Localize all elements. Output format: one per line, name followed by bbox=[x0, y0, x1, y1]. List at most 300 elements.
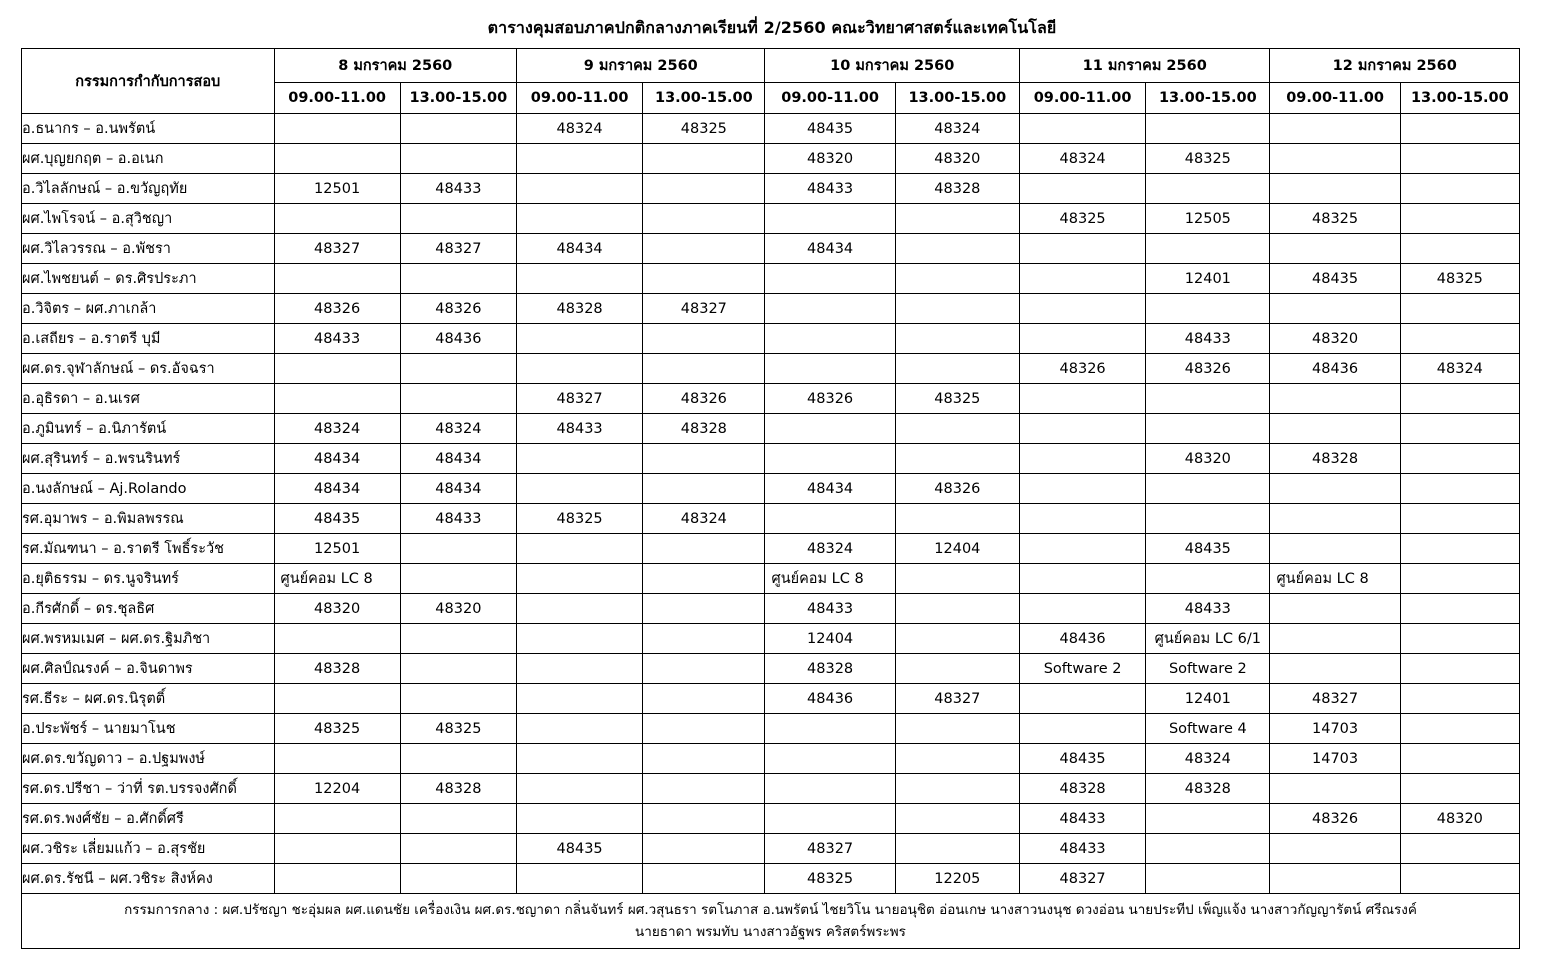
room-cell: 48324 bbox=[1400, 354, 1519, 384]
room-cell bbox=[895, 714, 1019, 744]
room-cell bbox=[1400, 744, 1519, 774]
time-header-morning: 09.00-11.00 bbox=[516, 83, 642, 114]
room-cell bbox=[1146, 234, 1270, 264]
room-cell: 48433 bbox=[1146, 594, 1270, 624]
room-cell bbox=[516, 444, 642, 474]
room-cell bbox=[274, 864, 400, 894]
room-cell: 48328 bbox=[643, 414, 765, 444]
room-cell: 12501 bbox=[274, 534, 400, 564]
room-cell bbox=[516, 534, 642, 564]
room-cell bbox=[765, 444, 895, 474]
room-cell bbox=[400, 804, 516, 834]
room-cell bbox=[1270, 174, 1400, 204]
committee-names: ผศ.วชิระ เลี่ยมแก้ว – อ.สุรชัย bbox=[22, 834, 275, 864]
room-cell bbox=[1400, 714, 1519, 744]
room-cell bbox=[1270, 834, 1400, 864]
room-cell bbox=[895, 594, 1019, 624]
room-cell bbox=[895, 264, 1019, 294]
room-cell bbox=[400, 534, 516, 564]
room-cell: 48325 bbox=[895, 384, 1019, 414]
committee-names: ผศ.ดร.รัชนี – ผศ.วชิระ สิงห์คง bbox=[22, 864, 275, 894]
room-cell: 48433 bbox=[400, 504, 516, 534]
room-cell: 48436 bbox=[1270, 354, 1400, 384]
time-header-morning: 09.00-11.00 bbox=[1270, 83, 1400, 114]
room-cell: 48433 bbox=[1146, 324, 1270, 354]
room-cell bbox=[643, 444, 765, 474]
room-cell: 48326 bbox=[895, 474, 1019, 504]
room-cell bbox=[643, 774, 765, 804]
time-header-afternoon: 13.00-15.00 bbox=[1400, 83, 1519, 114]
room-cell bbox=[643, 834, 765, 864]
room-cell bbox=[1400, 834, 1519, 864]
room-cell bbox=[516, 804, 642, 834]
room-cell bbox=[1019, 474, 1145, 504]
room-cell bbox=[895, 444, 1019, 474]
room-cell bbox=[1400, 624, 1519, 654]
committee-names: รศ.ธีระ – ผศ.ดร.นิรุตติ์ bbox=[22, 684, 275, 714]
room-cell: 48328 bbox=[895, 174, 1019, 204]
committee-names: ผศ.บุญยกฤต – อ.อเนก bbox=[22, 144, 275, 174]
room-cell: 48324 bbox=[895, 114, 1019, 144]
table-row bbox=[22, 564, 1520, 594]
room-cell bbox=[895, 324, 1019, 354]
room-cell: 48327 bbox=[400, 234, 516, 264]
room-cell bbox=[1400, 444, 1519, 474]
time-header-afternoon: 13.00-15.00 bbox=[895, 83, 1019, 114]
room-cell bbox=[516, 264, 642, 294]
room-cell: 48327 bbox=[895, 684, 1019, 714]
time-header-afternoon: 13.00-15.00 bbox=[400, 83, 516, 114]
room-cell: 48327 bbox=[1019, 864, 1145, 894]
room-cell bbox=[1270, 114, 1400, 144]
table-row bbox=[22, 174, 1520, 204]
room-cell: 48434 bbox=[765, 474, 895, 504]
room-cell: 12401 bbox=[1146, 264, 1270, 294]
date-header: 11 มกราคม 2560 bbox=[1019, 49, 1269, 83]
room-cell bbox=[516, 864, 642, 894]
time-header-afternoon: 13.00-15.00 bbox=[1146, 83, 1270, 114]
committee-names: อ.วิไลลักษณ์ – อ.ขวัญฤทัย bbox=[22, 174, 275, 204]
room-cell bbox=[1146, 474, 1270, 504]
room-cell bbox=[1400, 204, 1519, 234]
room-cell: 48433 bbox=[274, 324, 400, 354]
room-cell: 48328 bbox=[1019, 774, 1145, 804]
room-cell bbox=[516, 474, 642, 504]
room-cell: 48325 bbox=[400, 714, 516, 744]
room-cell: 12505 bbox=[1146, 204, 1270, 234]
table-row bbox=[22, 264, 1520, 294]
room-cell bbox=[1019, 294, 1145, 324]
room-cell bbox=[895, 414, 1019, 444]
committee-names: รศ.มัณฑนา – อ.ราตรี โพธิ์ระวัช bbox=[22, 534, 275, 564]
room-cell bbox=[1146, 504, 1270, 534]
date-header: 10 มกราคม 2560 bbox=[765, 49, 1019, 83]
room-cell: 48320 bbox=[274, 594, 400, 624]
room-cell bbox=[1270, 774, 1400, 804]
room-cell: 48325 bbox=[1146, 144, 1270, 174]
room-cell bbox=[895, 294, 1019, 324]
room-cell bbox=[1270, 384, 1400, 414]
time-header-morning: 09.00-11.00 bbox=[1019, 83, 1145, 114]
room-cell: Software 2 bbox=[1019, 654, 1145, 684]
room-cell: 48434 bbox=[765, 234, 895, 264]
room-cell bbox=[274, 354, 400, 384]
room-cell bbox=[400, 654, 516, 684]
room-cell bbox=[1270, 294, 1400, 324]
room-cell: 48327 bbox=[765, 834, 895, 864]
room-cell bbox=[895, 354, 1019, 384]
committee-names: อ.กีรศักดิ์ – ดร.ชุลธิศ bbox=[22, 594, 275, 624]
committee-names: อ.ธนากร – อ.นพรัตน์ bbox=[22, 114, 275, 144]
date-header: 12 มกราคม 2560 bbox=[1270, 49, 1520, 83]
header-row-dates bbox=[22, 49, 1520, 83]
table-row bbox=[22, 234, 1520, 264]
schedule-body bbox=[22, 114, 1520, 894]
table-row bbox=[22, 384, 1520, 414]
room-cell bbox=[1019, 594, 1145, 624]
room-cell bbox=[1400, 864, 1519, 894]
room-cell bbox=[1400, 294, 1519, 324]
room-cell: 48320 bbox=[1270, 324, 1400, 354]
room-cell bbox=[1400, 504, 1519, 534]
room-cell bbox=[1146, 834, 1270, 864]
table-row bbox=[22, 474, 1520, 504]
room-cell bbox=[1400, 324, 1519, 354]
room-cell: ศูนย์คอม LC 8 bbox=[765, 564, 895, 594]
committee-header: กรรมการกำกับการสอบ bbox=[22, 49, 275, 114]
room-cell bbox=[643, 564, 765, 594]
committee-names: อ.ยุติธรรม – ดร.นูจรินทร์ bbox=[22, 564, 275, 594]
room-cell bbox=[400, 834, 516, 864]
room-cell bbox=[400, 204, 516, 234]
room-cell bbox=[1146, 294, 1270, 324]
room-cell: 48434 bbox=[516, 234, 642, 264]
room-cell bbox=[400, 744, 516, 774]
table-row bbox=[22, 684, 1520, 714]
room-cell bbox=[274, 744, 400, 774]
room-cell: 12204 bbox=[274, 774, 400, 804]
room-cell bbox=[643, 324, 765, 354]
committee-names: ผศ.ดร.จุฬาลักษณ์ – ดร.อัจฉรา bbox=[22, 354, 275, 384]
room-cell bbox=[643, 354, 765, 384]
room-cell bbox=[516, 624, 642, 654]
room-cell: 48326 bbox=[765, 384, 895, 414]
table-row bbox=[22, 504, 1520, 534]
room-cell bbox=[1146, 174, 1270, 204]
committee-names: ผศ.พรหมเมศ – ผศ.ดร.ฐิมภิชา bbox=[22, 624, 275, 654]
table-row bbox=[22, 714, 1520, 744]
room-cell bbox=[643, 534, 765, 564]
room-cell: ศูนย์คอม LC 6/1 bbox=[1146, 624, 1270, 654]
room-cell bbox=[1270, 414, 1400, 444]
committee-names: อ.เสถียร – อ.ราตรี บุมี bbox=[22, 324, 275, 354]
room-cell bbox=[1019, 384, 1145, 414]
room-cell: 48320 bbox=[895, 144, 1019, 174]
room-cell bbox=[1400, 684, 1519, 714]
room-cell bbox=[895, 804, 1019, 834]
room-cell bbox=[1270, 144, 1400, 174]
room-cell: 48328 bbox=[274, 654, 400, 684]
room-cell bbox=[1270, 534, 1400, 564]
page-title: ตารางคุมสอบภาคปกติกลางภาคเรียนที่ 2/2560 คณะวิทยาศาสตร์และเทคโนโลยี bbox=[487, 18, 1057, 37]
room-cell bbox=[400, 864, 516, 894]
time-header-morning: 09.00-11.00 bbox=[765, 83, 895, 114]
room-cell: Software 2 bbox=[1146, 654, 1270, 684]
room-cell bbox=[895, 624, 1019, 654]
room-cell bbox=[765, 264, 895, 294]
room-cell bbox=[1019, 414, 1145, 444]
room-cell bbox=[1270, 474, 1400, 504]
room-cell: 48327 bbox=[1270, 684, 1400, 714]
room-cell bbox=[643, 654, 765, 684]
room-cell bbox=[516, 204, 642, 234]
room-cell bbox=[1019, 564, 1145, 594]
room-cell: 48320 bbox=[400, 594, 516, 624]
table-row bbox=[22, 144, 1520, 174]
room-cell: 48435 bbox=[274, 504, 400, 534]
central-committee-line-2: นายธาดา พรมทับ นางสาวอัฐพร คริสตร์พระพร bbox=[635, 924, 906, 940]
room-cell bbox=[1146, 864, 1270, 894]
room-cell bbox=[765, 414, 895, 444]
room-cell bbox=[1146, 804, 1270, 834]
room-cell bbox=[400, 624, 516, 654]
room-cell: 48434 bbox=[274, 474, 400, 504]
room-cell bbox=[1146, 114, 1270, 144]
room-cell bbox=[274, 624, 400, 654]
room-cell: 48320 bbox=[1146, 444, 1270, 474]
room-cell bbox=[895, 834, 1019, 864]
room-cell bbox=[765, 744, 895, 774]
room-cell: 14703 bbox=[1270, 744, 1400, 774]
room-cell: 48328 bbox=[516, 294, 642, 324]
room-cell: 48326 bbox=[1146, 354, 1270, 384]
date-header: 9 มกราคม 2560 bbox=[516, 49, 765, 83]
room-cell bbox=[1270, 594, 1400, 624]
room-cell bbox=[516, 714, 642, 744]
committee-names: อ.ภูมินทร์ – อ.นิภารัตน์ bbox=[22, 414, 275, 444]
room-cell bbox=[274, 114, 400, 144]
room-cell: 48433 bbox=[400, 174, 516, 204]
room-cell bbox=[1400, 174, 1519, 204]
room-cell bbox=[400, 684, 516, 714]
room-cell bbox=[1019, 264, 1145, 294]
room-cell bbox=[765, 204, 895, 234]
room-cell: 48433 bbox=[765, 174, 895, 204]
room-cell bbox=[1400, 654, 1519, 684]
room-cell: 48436 bbox=[400, 324, 516, 354]
room-cell: 14703 bbox=[1270, 714, 1400, 744]
room-cell: 48325 bbox=[1400, 264, 1519, 294]
room-cell bbox=[516, 594, 642, 624]
room-cell bbox=[274, 834, 400, 864]
table-row bbox=[22, 354, 1520, 384]
committee-names: อ.ประพัชร์ – นายมาโนช bbox=[22, 714, 275, 744]
table-row bbox=[22, 624, 1520, 654]
room-cell: 48325 bbox=[1270, 204, 1400, 234]
room-cell: 48327 bbox=[274, 234, 400, 264]
room-cell bbox=[1270, 234, 1400, 264]
room-cell: 48320 bbox=[765, 144, 895, 174]
committee-names: รศ.ดร.พงศ์ชัย – อ.ศักดิ์ศรี bbox=[22, 804, 275, 834]
room-cell bbox=[1400, 144, 1519, 174]
room-cell bbox=[516, 654, 642, 684]
room-cell bbox=[400, 114, 516, 144]
room-cell: 48325 bbox=[643, 114, 765, 144]
room-cell bbox=[643, 864, 765, 894]
room-cell bbox=[765, 774, 895, 804]
room-cell bbox=[1019, 504, 1145, 534]
room-cell bbox=[274, 144, 400, 174]
room-cell: ศูนย์คอม LC 8 bbox=[1270, 564, 1400, 594]
room-cell: 48436 bbox=[765, 684, 895, 714]
table-row bbox=[22, 444, 1520, 474]
committee-names: ผศ.ดร.ขวัญดาว – อ.ปฐมพงษ์ bbox=[22, 744, 275, 774]
room-cell: 48324 bbox=[1146, 744, 1270, 774]
room-cell bbox=[1019, 714, 1145, 744]
room-cell: 48326 bbox=[400, 294, 516, 324]
table-row bbox=[22, 804, 1520, 834]
room-cell bbox=[1146, 414, 1270, 444]
room-cell bbox=[1400, 564, 1519, 594]
room-cell: 48435 bbox=[516, 834, 642, 864]
room-cell bbox=[895, 744, 1019, 774]
room-cell bbox=[1019, 234, 1145, 264]
room-cell: 48324 bbox=[643, 504, 765, 534]
room-cell bbox=[765, 294, 895, 324]
room-cell: 48328 bbox=[1270, 444, 1400, 474]
time-header-afternoon: 13.00-15.00 bbox=[643, 83, 765, 114]
room-cell bbox=[1400, 384, 1519, 414]
room-cell bbox=[274, 804, 400, 834]
table-row bbox=[22, 744, 1520, 774]
room-cell: 48326 bbox=[643, 384, 765, 414]
room-cell: 48326 bbox=[274, 294, 400, 324]
room-cell bbox=[1019, 684, 1145, 714]
room-cell bbox=[1270, 624, 1400, 654]
room-cell: 48327 bbox=[643, 294, 765, 324]
table-row bbox=[22, 654, 1520, 684]
room-cell bbox=[1270, 654, 1400, 684]
room-cell bbox=[765, 804, 895, 834]
room-cell: 48325 bbox=[516, 504, 642, 534]
room-cell: 48433 bbox=[516, 414, 642, 444]
room-cell: 48325 bbox=[274, 714, 400, 744]
room-cell bbox=[1400, 234, 1519, 264]
room-cell bbox=[643, 474, 765, 504]
room-cell bbox=[400, 264, 516, 294]
room-cell bbox=[643, 264, 765, 294]
room-cell bbox=[643, 744, 765, 774]
room-cell: 48326 bbox=[1019, 354, 1145, 384]
committee-names: อ.นงลักษณ์ – Aj.Rolando bbox=[22, 474, 275, 504]
table-row bbox=[22, 594, 1520, 624]
room-cell bbox=[516, 144, 642, 174]
room-cell bbox=[895, 234, 1019, 264]
table-row bbox=[22, 294, 1520, 324]
room-cell bbox=[643, 204, 765, 234]
room-cell bbox=[895, 504, 1019, 534]
room-cell: 48320 bbox=[1400, 804, 1519, 834]
footer-row bbox=[22, 894, 1520, 949]
room-cell bbox=[1270, 504, 1400, 534]
room-cell bbox=[400, 564, 516, 594]
room-cell bbox=[765, 714, 895, 744]
room-cell bbox=[1146, 564, 1270, 594]
committee-names: รศ.ดร.ปรีชา – ว่าที่ รต.บรรจงศักดิ์ bbox=[22, 774, 275, 804]
room-cell bbox=[643, 234, 765, 264]
room-cell bbox=[895, 564, 1019, 594]
room-cell bbox=[274, 384, 400, 414]
room-cell: Software 4 bbox=[1146, 714, 1270, 744]
room-cell: 48435 bbox=[1019, 744, 1145, 774]
table-row bbox=[22, 834, 1520, 864]
exam-schedule-table bbox=[21, 48, 1520, 949]
room-cell: 48434 bbox=[400, 444, 516, 474]
date-header: 8 มกราคม 2560 bbox=[274, 49, 516, 83]
room-cell bbox=[274, 684, 400, 714]
committee-names: อ.อุธิรดา – อ.นเรศ bbox=[22, 384, 275, 414]
room-cell bbox=[895, 654, 1019, 684]
room-cell bbox=[516, 174, 642, 204]
table-row bbox=[22, 114, 1520, 144]
committee-names: ผศ.สุรินทร์ – อ.พรนรินทร์ bbox=[22, 444, 275, 474]
table-row bbox=[22, 774, 1520, 804]
room-cell: 48434 bbox=[274, 444, 400, 474]
room-cell: 12404 bbox=[765, 624, 895, 654]
room-cell bbox=[1019, 324, 1145, 354]
room-cell: 48435 bbox=[1270, 264, 1400, 294]
room-cell bbox=[643, 624, 765, 654]
room-cell bbox=[1400, 594, 1519, 624]
central-committee-line-1: กรรมการกลาง : ผศ.ปรัชญา ชะอุ่มผล ผศ.แดนชัย เครื่องเงิน ผศ.ดร.ชญาดา กลิ่นจันทร์ ผศ.วสุนธรา รตโนภาส อ.นพรัตน์ ไชยวิโน นายอนุชิต อ่อนเกษ นางสาวนงนุช ดวงอ่อน นายประทีป เพ็ญแจ้ง นางสาวกัญญารัตน์ ศรีณรงค์ bbox=[124, 902, 1417, 918]
room-cell: 48324 bbox=[1019, 144, 1145, 174]
room-cell bbox=[895, 774, 1019, 804]
table-row bbox=[22, 414, 1520, 444]
room-cell bbox=[516, 354, 642, 384]
room-cell bbox=[643, 714, 765, 744]
table-row bbox=[22, 534, 1520, 564]
room-cell bbox=[516, 774, 642, 804]
room-cell bbox=[1270, 864, 1400, 894]
room-cell: 12501 bbox=[274, 174, 400, 204]
room-cell bbox=[516, 564, 642, 594]
room-cell bbox=[1400, 474, 1519, 504]
room-cell: 48324 bbox=[274, 414, 400, 444]
room-cell: 48436 bbox=[1019, 624, 1145, 654]
room-cell: 48433 bbox=[1019, 804, 1145, 834]
room-cell bbox=[1400, 414, 1519, 444]
room-cell bbox=[1019, 174, 1145, 204]
room-cell: 48324 bbox=[516, 114, 642, 144]
room-cell bbox=[643, 594, 765, 624]
room-cell bbox=[400, 144, 516, 174]
room-cell: 48325 bbox=[765, 864, 895, 894]
room-cell bbox=[643, 144, 765, 174]
room-cell bbox=[643, 804, 765, 834]
room-cell bbox=[1400, 534, 1519, 564]
room-cell: 48326 bbox=[1270, 804, 1400, 834]
room-cell bbox=[895, 204, 1019, 234]
room-cell: 48328 bbox=[400, 774, 516, 804]
time-header-morning: 09.00-11.00 bbox=[274, 83, 400, 114]
room-cell bbox=[516, 324, 642, 354]
table-row bbox=[22, 204, 1520, 234]
committee-names: ผศ.วิไลวรรณ – อ.พัชรา bbox=[22, 234, 275, 264]
room-cell: 48325 bbox=[1019, 204, 1145, 234]
room-cell bbox=[274, 204, 400, 234]
room-cell: ศูนย์คอม LC 8 bbox=[274, 564, 400, 594]
room-cell bbox=[765, 324, 895, 354]
